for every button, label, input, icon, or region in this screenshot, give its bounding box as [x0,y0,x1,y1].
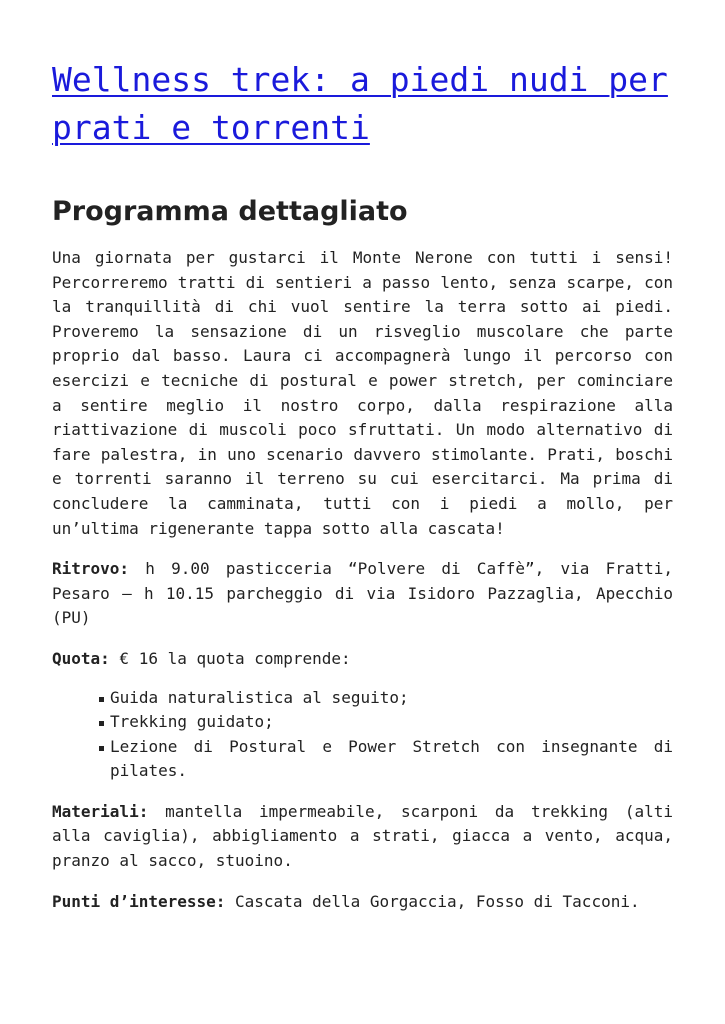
quota-label: Quota: [52,648,110,668]
punti-interesse-label: Punti d’interesse: [52,891,226,911]
quota-paragraph [52,647,673,672]
list-item-text: Guida naturalistica al seguito; [110,687,409,707]
punti-interesse-text: Cascata della Gorgaccia, Fosso di Tacconi. [225,891,640,911]
list-item [110,735,673,784]
section-heading: Programma dettagliato [52,196,408,227]
list-item [110,686,673,711]
ritrovo-label: Ritrovo: [52,559,130,579]
materiali-label: Materiali: [52,801,149,821]
materiali-paragraph [52,800,673,874]
bullet-icon [99,746,104,751]
ritrovo-text: h 9.00 pasticceria “Polvere di Caffè”, via Fratti, Pesaro – h 10.15 parcheggio di via Isidoro Pazzaglia, Apecchio (PU) [52,559,673,628]
quota-includes-list [52,686,673,784]
bullet-icon [99,697,104,702]
quota-text: € 16 la quota comprende: [109,648,351,668]
materiali-text: mantella impermeabile, scarponi da trekking (alti alla caviglia), abbigliamento a strati, giacca a vento, acqua, pranzo al sacco, stuoino. [52,801,673,871]
ritrovo-paragraph [52,557,673,631]
list-item [110,710,673,735]
article-title-link[interactable]: Wellness trek: a piedi nudi per prati e torrenti [52,60,668,147]
list-item-text: Lezione di Postural e Power Stretch con insegnante di pilates. [110,736,673,781]
article [52,56,673,914]
bullet-icon [99,721,104,726]
list-item-text: Trekking guidato; [110,712,274,732]
punti-interesse-paragraph [52,890,673,915]
article-title [52,56,673,152]
intro-paragraph: Una giornata per gustarci il Monte Nerone con tutti i sensi! Percorreremo tratti di sentieri a passo lento, senza scarpe, con la tranquillità di chi vuol sentire la terra sotto ai piedi. Proveremo la sensazione di un risveglio muscolare che parte proprio dal basso. Laura ci accompagnerà lungo il percorso con esercizi e tecniche di postural e power stretch, per cominciare a sentire meglio il nostro corpo, dalla respirazione alla riattivazione di muscoli poco sfruttati. Un modo alternativo di fare palestra, in uno scenario davvero stimolante. Prati, boschi e torrenti saranno il terreno su cui esercitarci. Ma prima di concludere la camminata, tutti con i piedi a mollo, per un’ultima rigenerante tappa sotto alla cascata! [52,248,673,538]
